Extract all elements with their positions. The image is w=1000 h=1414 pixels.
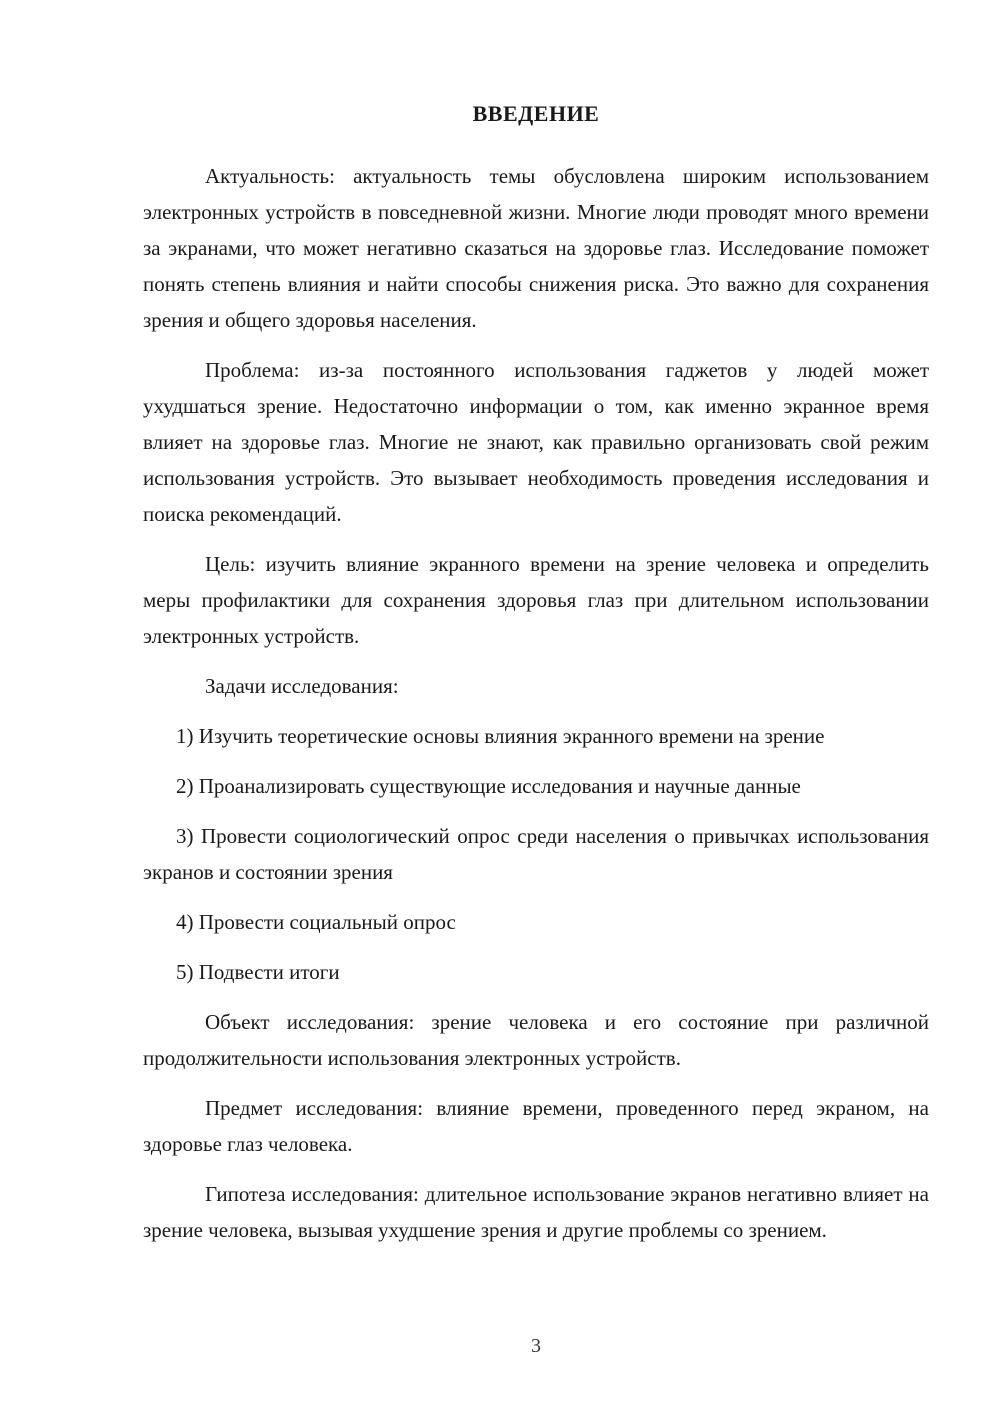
paragraph-gipoteza: Гипотеза исследования: длительное использование экранов негативно влияет на зрение человека, вызывая ухудшение зрения и другие проблемы со зрением.	[143, 1182, 929, 1242]
paragraph-problema: Проблема: из-за постоянного использования гаджетов у людей может ухудшаться зрение. Недостаточно информации о том, как именно экранное время влияет на здоровье глаз. Многие не знают, как правильно организовать свой режим использования устройств. Это вызывает необходимость проведения исследования и поиска рекомендаций.	[143, 358, 929, 526]
paragraph-aktualnost: Актуальность: актуальность темы обусловлена широким использованием электронных устройств в повседневной жизни. Многие люди проводят много времени за экранами, что может негативно сказаться на здоровье глаз. Исследование поможет понять степень влияния и найти способы снижения риска. Это важно для сохранения зрения и общего здоровья населения.	[143, 164, 929, 332]
paragraph-cel: Цель: изучить влияние экранного времени на зрение человека и определить меры профилактики для сохранения здоровья глаз при длительном использовании электронных устройств.	[143, 552, 929, 648]
list-item-3: 3) Провести социологический опрос среди населения о привычках использования экранов и состоянии зрения	[143, 824, 929, 884]
list-item-5: 5) Подвести итоги	[176, 960, 340, 984]
paragraph-predmet: Предмет исследования: влияние времени, проведенного перед экраном, на здоровье глаз человека.	[143, 1096, 929, 1156]
list-item-1: 1) Изучить теоретические основы влияния экранного времени на зрение	[176, 724, 825, 748]
paragraph-obekt: Объект исследования: зрение человека и его состояние при различной продолжительности использования электронных устройств.	[143, 1010, 929, 1070]
list-item-2: 2) Проанализировать существующие исследования и научные данные	[176, 774, 801, 798]
page-number: 3	[531, 1335, 541, 1357]
list-item-4: 4) Провести социальный опрос	[176, 910, 456, 934]
page-title: ВВЕДЕНИЕ	[472, 101, 600, 126]
paragraph-zadachi-header: Задачи исследования:	[205, 674, 399, 698]
